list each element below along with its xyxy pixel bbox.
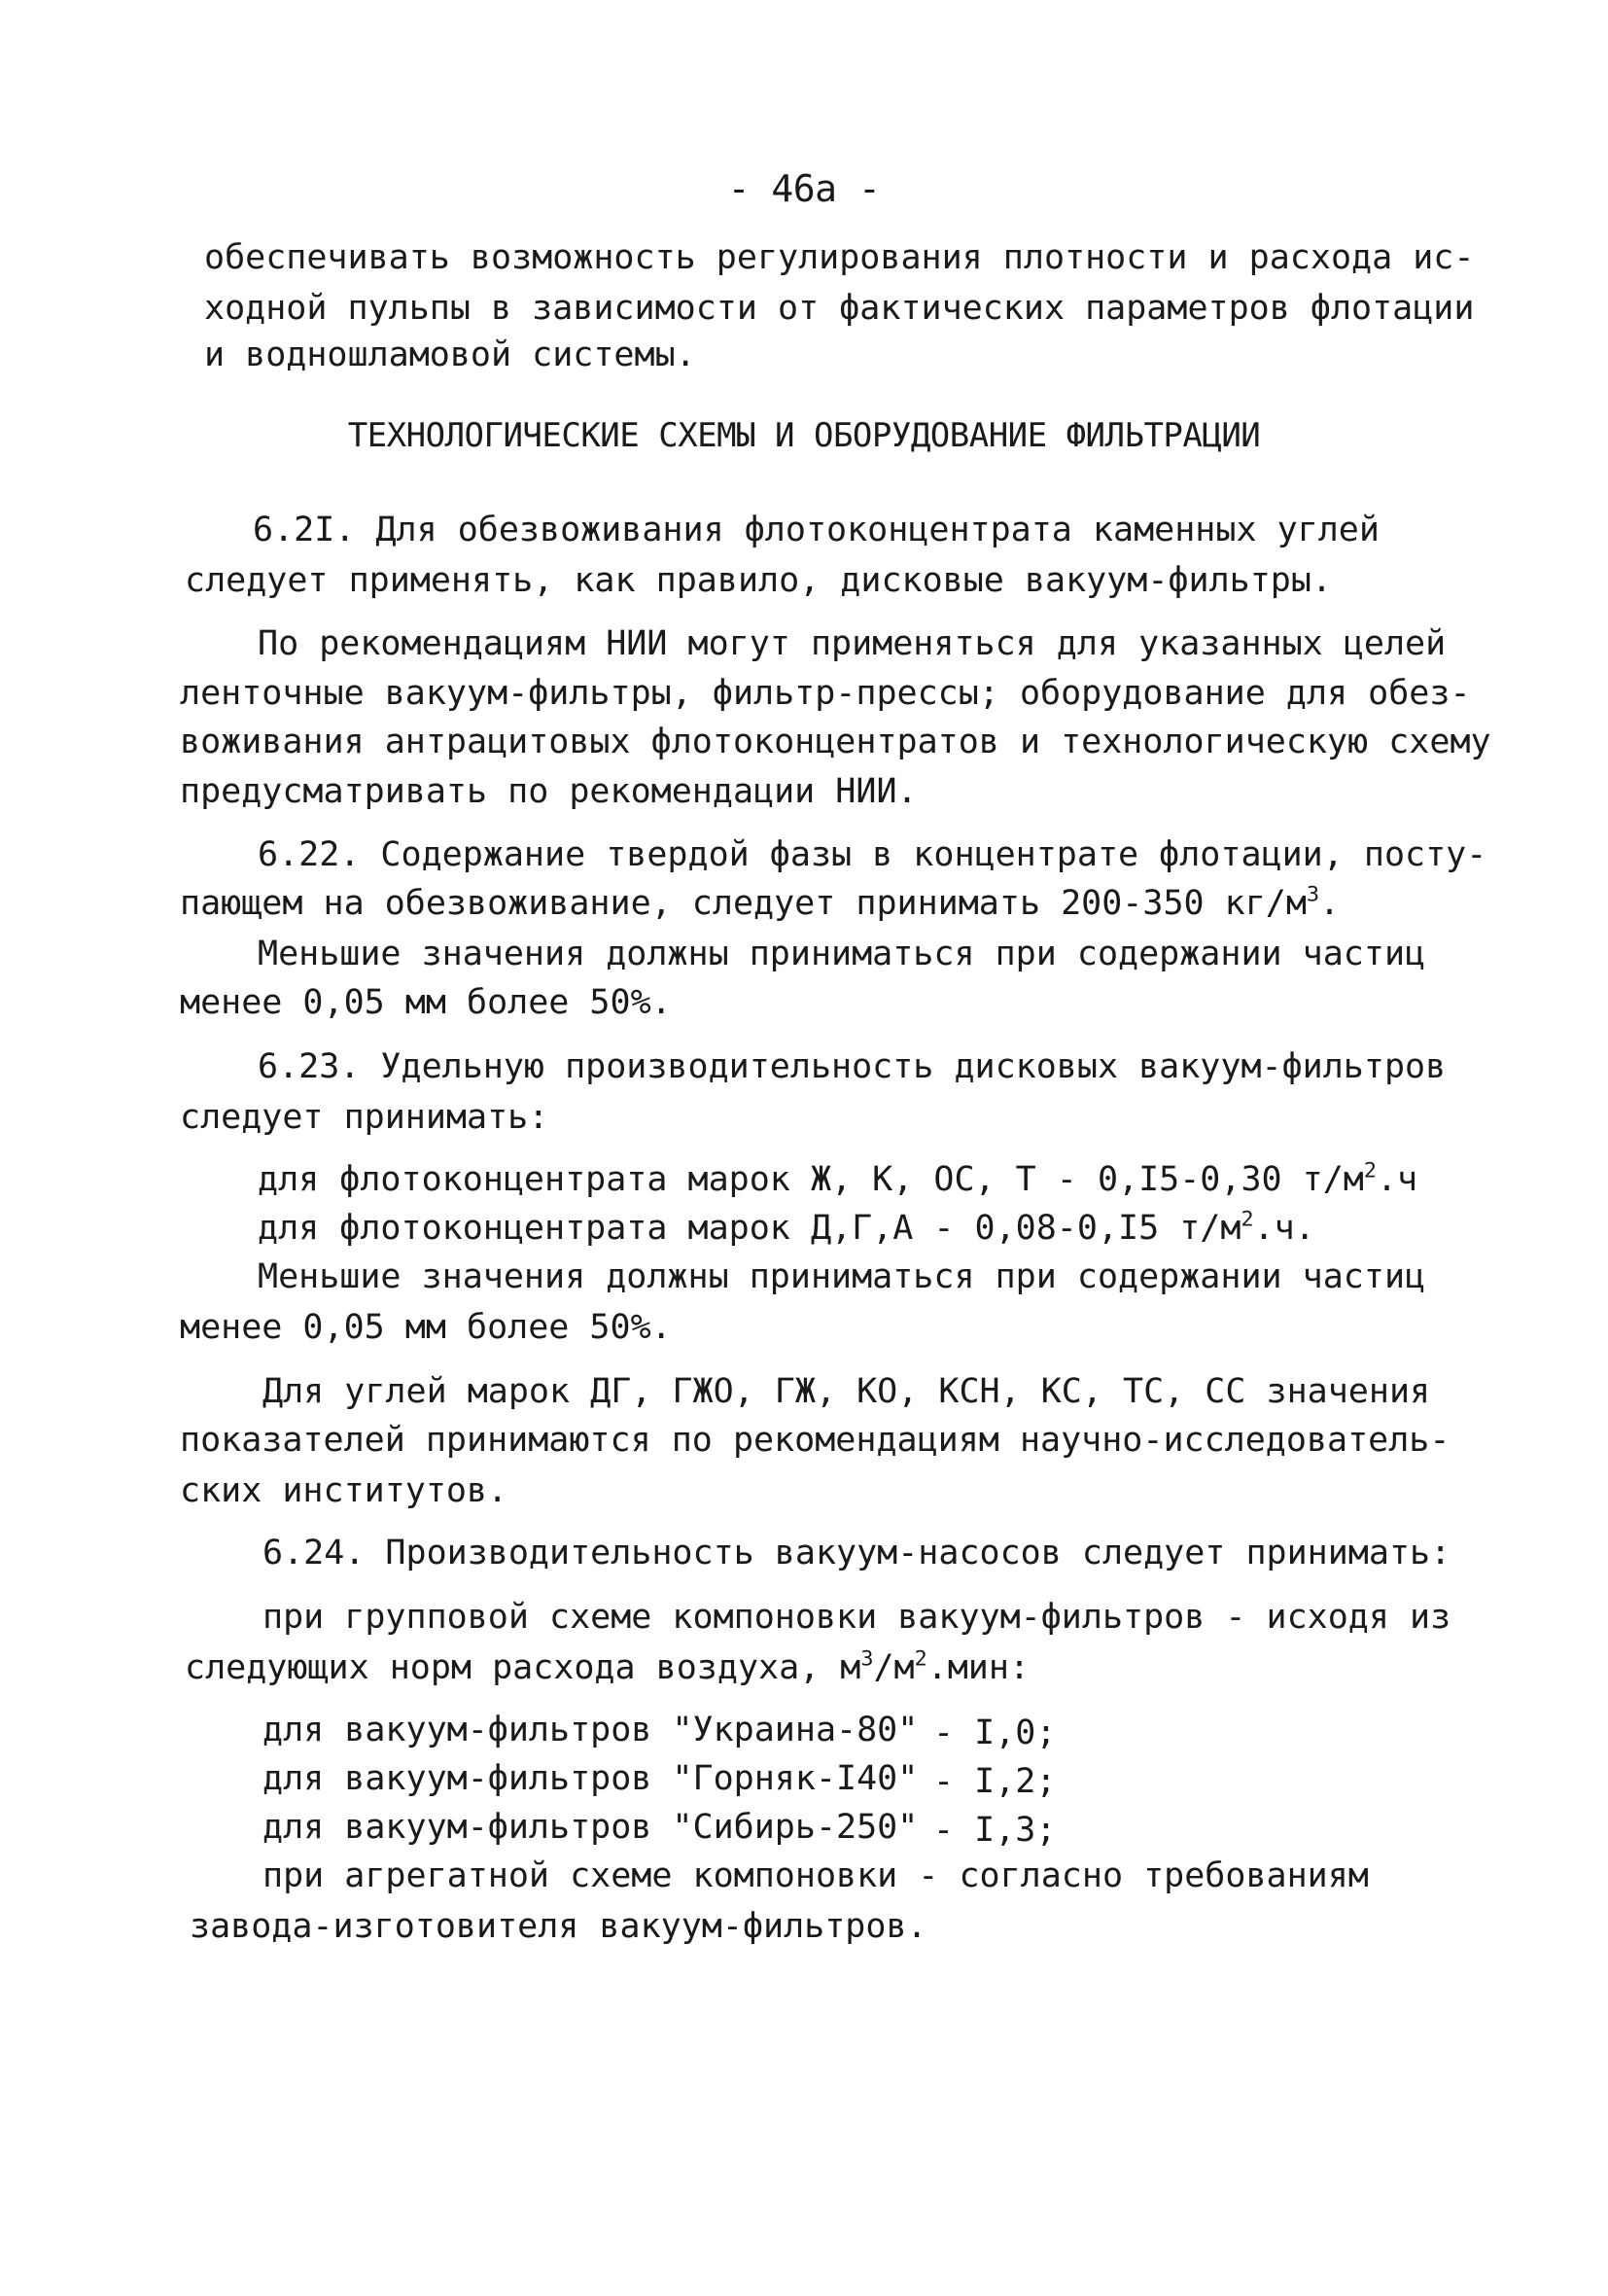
pnii-line-3: воживания антрацитовых флотоконцентратов и технологическую схему [180, 723, 1491, 761]
intro-line-2: ходной пульпы в зависимости от фактических параметров флотации [204, 289, 1475, 328]
p623-line-1: 6.23. Удельную производительность дисковых вакуум-фильтров [258, 1047, 1447, 1086]
pnii-line-1: По рекомендациям НИИ могут применяться для указанных целей [258, 624, 1447, 663]
p624-line-3: следующих норм расхода воздуха, $м^3/м^2.мин$: [185, 1646, 1031, 1687]
p622-line-4: менее 0,05 мм более 50%. [180, 983, 672, 1022]
pcoal-line-1: Для углей марок ДГ, ГЖО, ГЖ, КО, КСН, КС, ТС, СС значения [262, 1372, 1431, 1411]
p623-line-4: для флотоконцентрата марок Д,Г,А - 0,08-0,I5 $т/м^2.ч$. [258, 1207, 1315, 1248]
p624-line-2: при групповой схеме компоновки вакуум-фильтров - исходя из [262, 1598, 1451, 1637]
pcoal-line-3: ских институтов. [180, 1471, 508, 1510]
pnii-line-4: предусматривать по рекомендации НИИ. [180, 772, 918, 811]
p623-line-2: следует принимать: [180, 1098, 549, 1137]
intro-line-1: обеспечивать возможность регулирования плотности и расхода ис- [204, 238, 1475, 277]
fan-rate-value: - I,0; [933, 1713, 1057, 1752]
fan-rate-value: - I,3; [933, 1811, 1057, 1850]
p623-line-5: Меньшие значения должны приниматься при содержании частиц [258, 1257, 1426, 1296]
section-title: ТЕХНОЛОГИЧЕСКИЕ СХЕМЫ И ОБОРУДОВАНИЕ ФИЛЬТРАЦИИ [347, 416, 1261, 455]
p624-line-8: завода-изготовителя вакуум-фильтров. [190, 1907, 927, 1946]
fan-rate-label: для вакуум-фильтров "Украина-80" [262, 1711, 919, 1749]
p622-line-3: Меньшие значения должны приниматься при содержании частиц [258, 935, 1426, 973]
fan-rate-label: для вакуум-фильтров "Горняк-I40" [262, 1759, 919, 1798]
pcoal-line-2: показателей принимаются по рекомендациям научно-исследователь- [180, 1421, 1451, 1460]
p622-line-2: пающем на обезвоживание, следует принимать 200-350 $кг/м^3$. [180, 882, 1341, 923]
pnii-line-2: ленточные вакуум-фильтры, фильтр-прессы; оборудование для обез- [180, 674, 1471, 713]
p624-line-7: при агрегатной схеме компоновки - согласно требованиям [262, 1856, 1369, 1895]
p623-line-3: для флотоконцентрата марок Ж, К, ОС, Т - 0,I5-0,30 $т/м^2.ч$ [258, 1158, 1418, 1199]
p621-line-1: 6.2I. Для обезвоживания флотоконцентрата каменных углей [253, 511, 1380, 549]
p624-line-1: 6.24. Производительность вакуум-насосов следует принимать: [262, 1534, 1451, 1572]
page-number: - 46а - [727, 167, 881, 210]
intro-line-3: и водношламовой системы. [204, 336, 696, 374]
fan-rate-label: для вакуум-фильтров "Сибирь-250" [262, 1808, 919, 1847]
p622-line-1: 6.22. Содержание твердой фазы в концентрате флотации, посту- [258, 835, 1487, 874]
fan-rate-value: - I,2; [933, 1762, 1057, 1801]
p623-line-6: менее 0,05 мм более 50%. [180, 1308, 672, 1347]
p621-line-2: следует применять, как правило, дисковые вакуум-фильтры. [185, 561, 1333, 600]
